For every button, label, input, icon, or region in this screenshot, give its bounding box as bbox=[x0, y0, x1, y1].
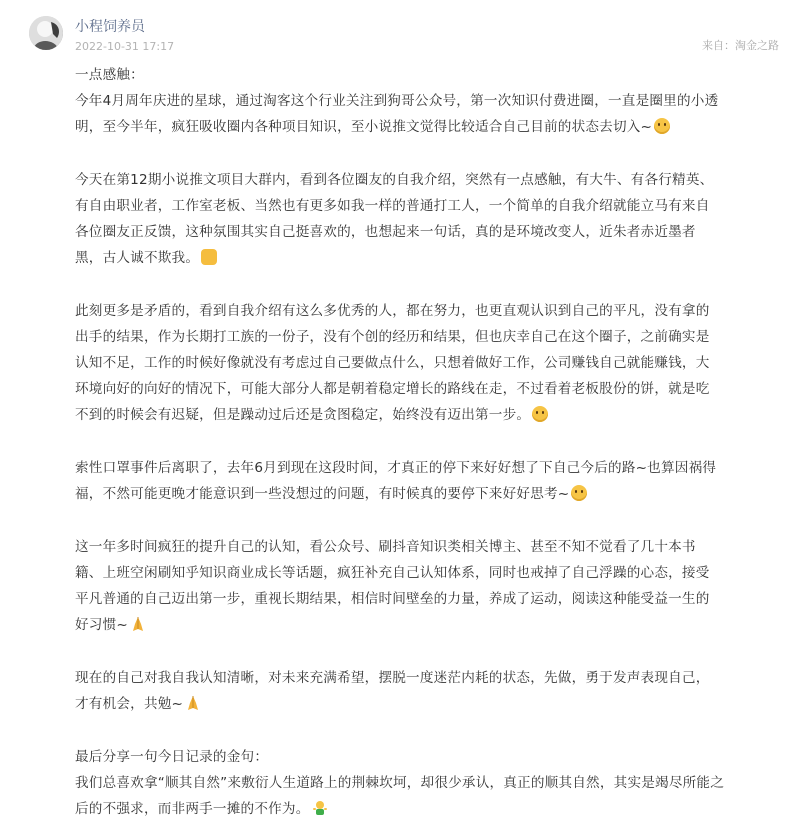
line-text: 籍、上班空闲刷知乎知识商业成长等话题，疯狂补充自己认知体系，同时也戒掉了自己浮躁的心态，接受 bbox=[75, 565, 710, 581]
line-text: 各位圈友正反馈，这种氛围其实自己挺喜欢的，也想起来一句话，真的是环境改变人，近朱者赤近墨者 bbox=[75, 224, 696, 240]
paragraph-line bbox=[75, 245, 785, 271]
smile-face-emoji bbox=[571, 485, 587, 501]
paragraph-line bbox=[75, 796, 785, 822]
paragraph-line bbox=[75, 62, 785, 88]
fist-emoji bbox=[201, 249, 217, 265]
line-text: 平凡普通的自己迈出第一步，重视长期结果，相信时间壁垒的力量，养成了运动，阅读这种能受益一生的 bbox=[75, 591, 710, 607]
line-text: 现在的自己对我自我认知清晰，对未来充满希望，摆脱一度迷茫内耗的状态，先做，勇于发声表现自己， bbox=[75, 670, 710, 686]
paragraph-line bbox=[75, 114, 785, 140]
paragraph-line bbox=[75, 455, 785, 481]
paragraph bbox=[75, 298, 785, 428]
line-text: 有自由职业者，工作室老板、当然也有更多如我一样的普通打工人，一个简单的自我介绍就能立马有来自 bbox=[75, 198, 710, 214]
author-name[interactable]: 小程饲养员 bbox=[75, 19, 145, 35]
paragraph-line bbox=[75, 770, 785, 796]
paragraph-line bbox=[75, 612, 785, 638]
paragraph-line bbox=[75, 744, 785, 770]
line-text: 明，至今半年，疯狂吸收圈内各种项目知识，至小说推文觉得比较适合自己目前的状态去切入~ bbox=[75, 119, 653, 135]
line-text: 黑，古人诚不欺我。 bbox=[75, 250, 200, 266]
avatar[interactable] bbox=[29, 16, 63, 50]
post-content bbox=[75, 62, 785, 822]
pray-emoji bbox=[130, 616, 146, 632]
line-text: 此刻更多是矛盾的，看到自我介绍有这么多优秀的人，都在努力，也更直观认识到自己的平凡，没有拿的 bbox=[75, 303, 710, 319]
line-text: 才有机会，共勉~ bbox=[75, 696, 184, 712]
paragraph-line bbox=[75, 481, 785, 507]
paragraph-line bbox=[75, 586, 785, 612]
pray-emoji bbox=[185, 695, 201, 711]
paragraph-line bbox=[75, 88, 785, 114]
paragraph-line bbox=[75, 298, 785, 324]
cool-face-emoji bbox=[654, 118, 670, 134]
line-text: 福，不然可能更晚才能意识到一些没想过的问题，有时候真的要停下来好好思考~ bbox=[75, 486, 570, 502]
avatar-image-icon bbox=[29, 16, 63, 50]
post-time: 2022-10-31 17:17 bbox=[75, 40, 175, 53]
line-text: 今年4月周年庆进的星球，通过淘客这个行业关注到狗哥公众号，第一次知识付费进圈，一直是圈里的小透 bbox=[75, 93, 719, 109]
paragraph bbox=[75, 744, 785, 822]
paragraph-line bbox=[75, 402, 785, 428]
paragraph-line bbox=[75, 219, 785, 245]
line-text: 后的不强求，而非两手一摊的不作为。 bbox=[75, 801, 310, 817]
paragraph bbox=[75, 534, 785, 638]
line-text: 好习惯~ bbox=[75, 617, 128, 633]
paragraph-line bbox=[75, 167, 785, 193]
paragraph bbox=[75, 665, 785, 717]
shrug-person-emoji bbox=[312, 800, 328, 816]
line-text: 出手的结果，作为长期打工族的一份子，没有个创的经历和结果，但也庆幸自己在这个圈子，之前确实是 bbox=[75, 329, 710, 345]
post-source[interactable]: 来自：淘金之路 bbox=[702, 39, 779, 52]
line-text: 索性口罩事件后离职了，去年6月到现在这段时间，才真正的停下来好好想了下自己今后的路~也算因祸得 bbox=[75, 460, 717, 476]
line-text: 今天在第12期小说推文项目大群内，看到各位圈友的自我介绍，突然有一点感触，有大牛、有各行精英、 bbox=[75, 172, 714, 188]
paragraph-line bbox=[75, 193, 785, 219]
paragraph bbox=[75, 62, 785, 140]
line-text: 不到的时候会有迟疑，但是躁动过后还是贪图稳定，始终没有迈出第一步。 bbox=[75, 407, 531, 423]
line-text: 认知不足，工作的时候好像就没有考虑过自己要做点什么，只想着做好工作，公司赚钱自己就能赚钱，大 bbox=[75, 355, 710, 371]
sweat-face-emoji bbox=[532, 406, 548, 422]
line-text: 最后分享一句今日记录的金句： bbox=[75, 749, 269, 765]
line-text: 环境向好的向好的情况下，可能大部分人都是朝着稳定增长的路线在走，不过看着老板股份的饼，就是吃 bbox=[75, 381, 710, 397]
paragraph-line bbox=[75, 534, 785, 560]
paragraph-line bbox=[75, 376, 785, 402]
paragraph-line bbox=[75, 665, 785, 691]
paragraph-line bbox=[75, 560, 785, 586]
paragraph-line bbox=[75, 691, 785, 717]
paragraph bbox=[75, 167, 785, 271]
line-text: 一点感触： bbox=[75, 67, 144, 83]
paragraph bbox=[75, 455, 785, 507]
paragraph-line bbox=[75, 324, 785, 350]
line-text: 这一年多时间疯狂的提升自己的认知，看公众号、刷抖音知识类相关博主、甚至不知不觉看了几十本书 bbox=[75, 539, 696, 555]
line-text: 我们总喜欢拿“顺其自然”来敷衍人生道路上的荆棘坎坷，却很少承认，真正的顺其自然，其实是竭尽所能之 bbox=[75, 775, 724, 791]
paragraph-line bbox=[75, 350, 785, 376]
